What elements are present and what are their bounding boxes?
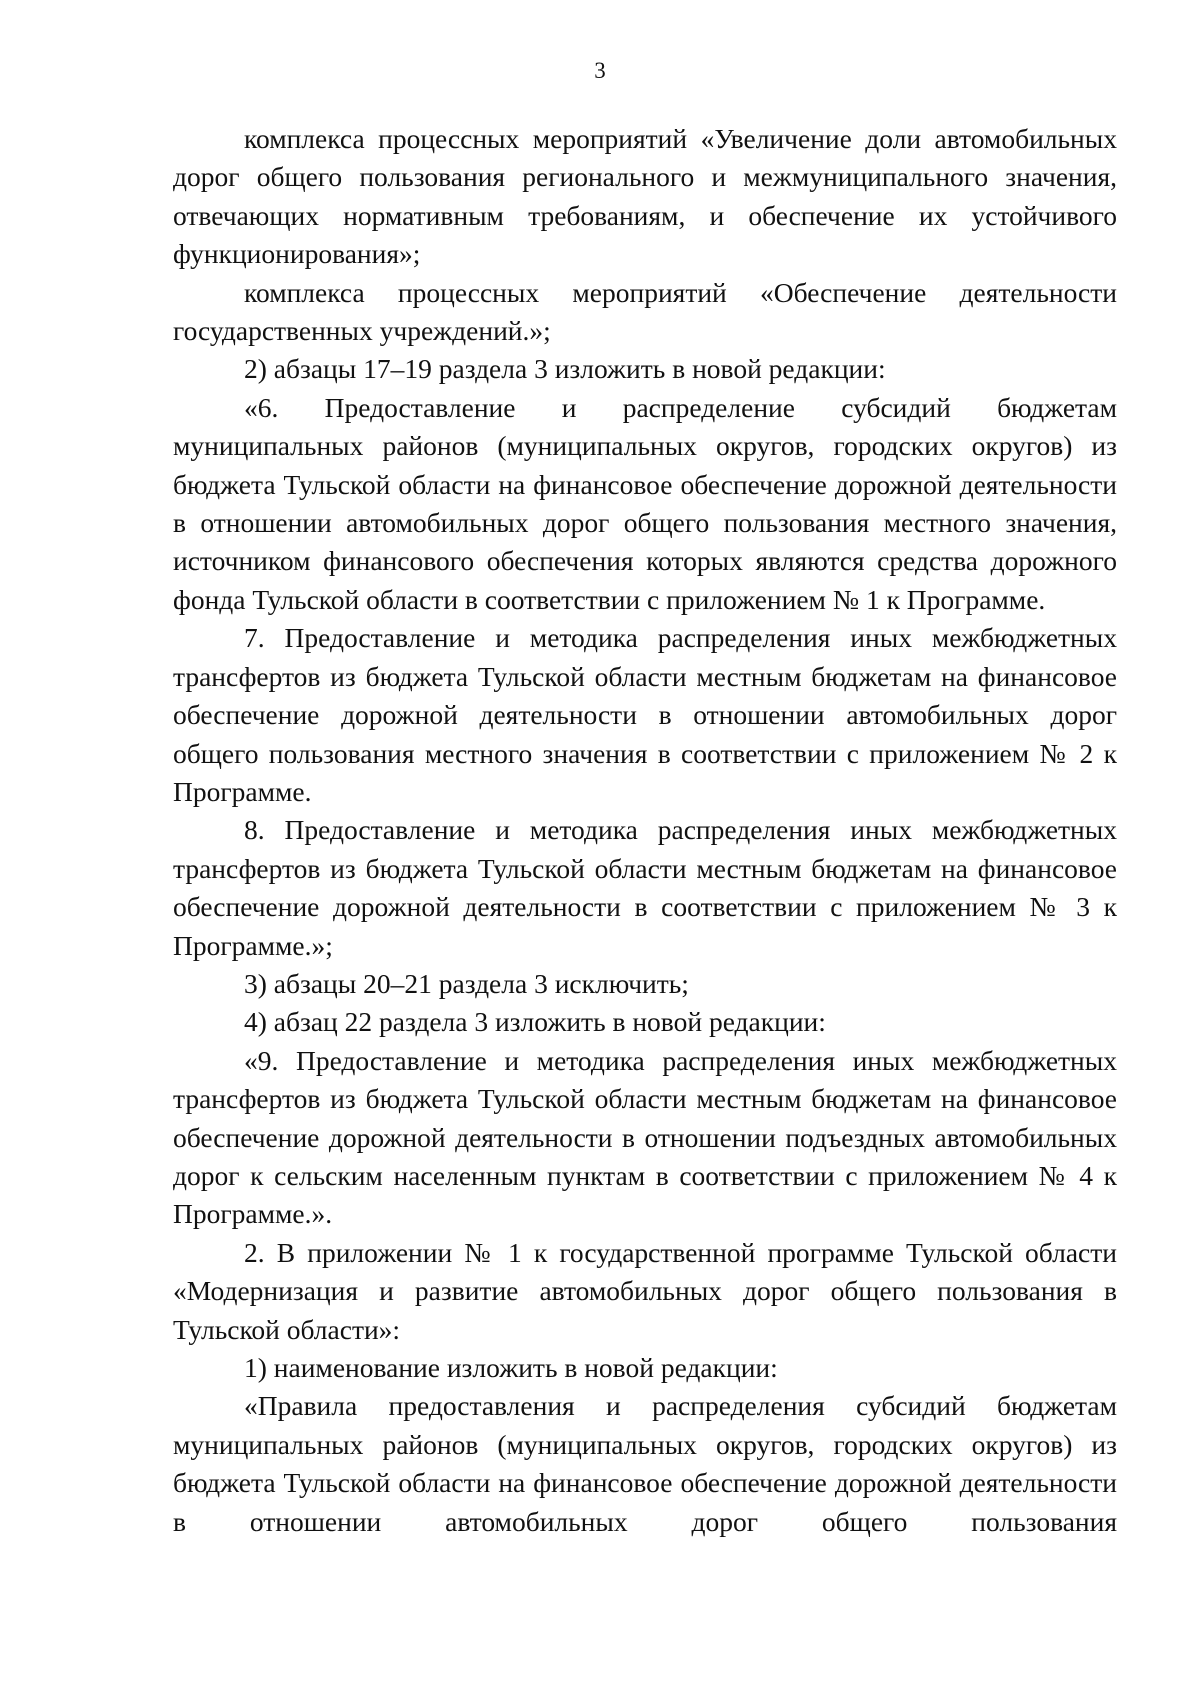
- paragraph-2: комплекса процессных мероприятий «Обеспечение деятельности государственных учреждений.»;: [173, 276, 1117, 347]
- paragraph-12: «Правила предоставления и распределения субсидий бюджетам муниципальных районов (муниципальных округов, городских округов) из бюджета Тульской области на финансовое обеспечение дорожной деятельности в отношении автомобильных дорог общего пользования: [173, 1390, 1117, 1537]
- paragraph-1: комплекса процессных мероприятий «Увеличение доли автомобильных дорог общего пользования регионального и межмуниципального значения, отвечающих нормативным требованиям, и обеспечение их устойчивого функционирования»;: [173, 123, 1117, 270]
- page-number: 3: [594, 58, 606, 83]
- document-body: [173, 120, 1117, 1541]
- paragraph-8: 4) абзац 22 раздела 3 изложить в новой редакции:: [244, 1006, 826, 1038]
- paragraph-11: 1) наименование изложить в новой редакции:: [244, 1352, 778, 1383]
- paragraph-3: 2) абзацы 17–19 раздела 3 изложить в новой редакции:: [244, 353, 886, 385]
- paragraph-9: «9. Предоставление и методика распределения иных межбюджетных трансфертов из бюджета Тульской области местным бюджетам на финансовое обеспечение дорожной деятельности в отношении подъездных автомобильных дорог к сельским населенным пунктам в соответствии с приложением № 4 к Программе.».: [173, 1044, 1117, 1230]
- paragraph-6: 8. Предоставление и методика распределения иных межбюджетных трансфертов из бюджета Тульской области местным бюджетам на финансовое обеспечение дорожной деятельности в соответствии с приложением № 3 к Программе.»;: [173, 814, 1117, 961]
- paragraph-10: 2. В приложении № 1 к государственной программе Тульской области «Модернизация и развитие автомобильных дорог общего пользования в Тульской области»:: [173, 1236, 1117, 1345]
- paragraph-7: 3) абзацы 20–21 раздела 3 исключить;: [244, 967, 689, 999]
- paragraph-5: 7. Предоставление и методика распределения иных межбюджетных трансфертов из бюджета Тульской области местным бюджетам на финансовое обеспечение дорожной деятельности в отношении автомобильных дорог общего пользования местного значения в соответствии с приложением № 2 к Программе.: [173, 622, 1117, 807]
- paragraph-4: «6. Предоставление и распределение субсидий бюджетам муниципальных районов (муниципальных округов, городских округов) из бюджета Тульской области на финансовое обеспечение дорожной деятельности в отношении автомобильных дорог общего пользования местного значения, источником финансового обеспечения которых являются средства дорожного фонда Тульской области в соответствии с приложением № 1 к Программе.: [173, 391, 1117, 615]
